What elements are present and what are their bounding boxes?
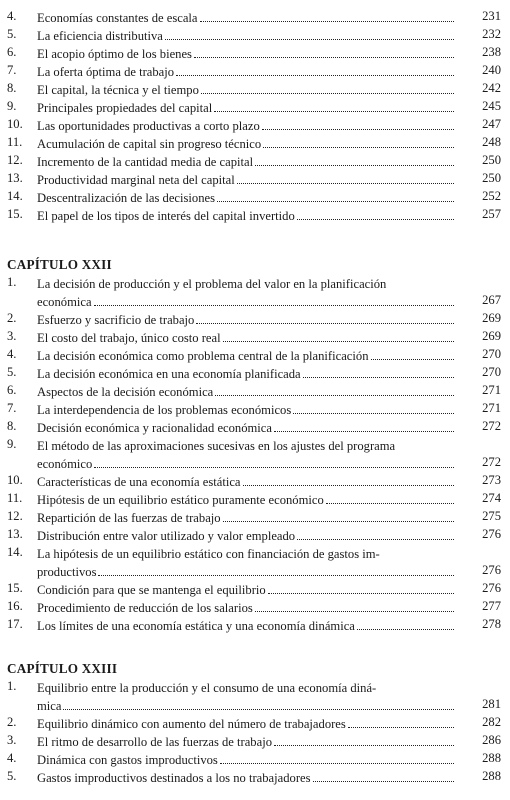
entry-number: 4. (7, 347, 17, 361)
entry-title: El ritmo de desarrollo de las fuerzas de trabajo (37, 735, 272, 749)
dot-leader (255, 165, 454, 166)
entry-title: Características de una economía estática (37, 475, 241, 489)
entry-number: 16. (7, 599, 23, 613)
entry-page: 270 (482, 347, 501, 361)
toc-entry (0, 436, 510, 472)
entry-page: 278 (482, 617, 501, 631)
entry-title: Incremento de la cantidad media de capital (37, 155, 254, 169)
dot-leader (297, 219, 454, 220)
dot-leader (255, 611, 454, 612)
toc-entry (0, 732, 510, 750)
entry-number: 1. (7, 679, 17, 693)
entry-number: 8. (7, 419, 17, 433)
entry-page: 231 (482, 9, 501, 23)
dot-leader (214, 111, 454, 112)
entry-title: Esfuerzo y sacrificio de trabajo (37, 313, 195, 327)
toc-entry (0, 206, 510, 224)
toc-entry (0, 116, 510, 134)
dot-leader (274, 431, 454, 432)
toc-entry (0, 188, 510, 206)
entry-page: 276 (482, 563, 501, 577)
toc-entry (0, 170, 510, 188)
dot-leader (297, 539, 454, 540)
entry-title: El costo del trabajo, único costo real (37, 331, 221, 345)
entry-number: 12. (7, 153, 23, 167)
entry-title: Acumulación de capital sin progreso técnico (37, 137, 262, 151)
entry-title: Decisión económica y racionalidad económica (37, 421, 272, 435)
entry-title: Descentralización de las decisiones (37, 191, 215, 205)
dot-leader (194, 57, 454, 58)
entry-title: Economías constantes de escala (37, 11, 198, 25)
entry-page: 269 (482, 311, 501, 325)
toc-entry (0, 418, 510, 436)
toc-entry (0, 310, 510, 328)
entry-title: Hipótesis de un equilibrio estático puramente económico (37, 493, 324, 507)
toc-entry (0, 678, 510, 714)
entry-title: La eficiencia distributiva (37, 29, 163, 43)
entry-page: 273 (482, 473, 501, 487)
entry-page: 275 (482, 509, 501, 523)
entry-number: 11. (7, 491, 23, 505)
entry-title-line1: Equilibrio entre la producción y el consumo de una economía diná- (37, 681, 377, 695)
entry-page: 257 (482, 207, 501, 221)
entry-title-line1: La hipótesis de un equilibrio estático con financiación de gastos im- (37, 547, 380, 561)
entry-title: Repartición de las fuerzas de trabajo (37, 511, 221, 525)
entry-title: El papel de los tipos de interés del capital invertido (37, 209, 295, 223)
entry-title-line1: La decisión de producción y el problema del valor en la planificación (37, 277, 387, 291)
dot-leader (63, 709, 454, 710)
entry-page: 232 (482, 27, 501, 41)
entry-number: 12. (7, 509, 23, 523)
entry-page: 276 (482, 581, 501, 595)
entry-page: 271 (482, 401, 501, 415)
entry-number: 15. (7, 581, 23, 595)
toc-section-chapter-xxii (0, 274, 510, 634)
toc-entry (0, 98, 510, 116)
dot-leader (196, 323, 454, 324)
dot-leader (223, 341, 454, 342)
toc-entry (0, 8, 510, 26)
entry-page: 271 (482, 383, 501, 397)
entry-number: 14. (7, 189, 23, 203)
entry-number: 15. (7, 207, 23, 221)
entry-number: 13. (7, 527, 23, 541)
entry-page: 238 (482, 45, 501, 59)
entry-number: 14. (7, 545, 23, 559)
entry-number: 11. (7, 135, 23, 149)
dot-leader (223, 521, 454, 522)
dot-leader (313, 781, 454, 782)
entry-page: 272 (482, 419, 501, 433)
entry-number: 13. (7, 171, 23, 185)
entry-title: El capital, la técnica y el tiempo (37, 83, 199, 97)
toc-entry (0, 768, 510, 786)
toc-entry (0, 400, 510, 418)
dot-leader (243, 485, 455, 486)
entry-number: 3. (7, 329, 17, 343)
toc-entry (0, 616, 510, 634)
entry-number: 9. (7, 99, 17, 113)
toc-entry (0, 26, 510, 44)
dot-leader (165, 39, 454, 40)
entry-title: económico (37, 457, 93, 471)
entry-page: 281 (482, 697, 501, 711)
entry-page: 277 (482, 599, 501, 613)
entry-page: 252 (482, 189, 501, 203)
entry-number: 4. (7, 9, 17, 23)
toc-entry (0, 44, 510, 62)
entry-title: mica (37, 699, 62, 713)
toc-entry (0, 490, 510, 508)
entry-title: La decisión económica como problema central de la planificación (37, 349, 369, 363)
toc-entry (0, 134, 510, 152)
entry-number: 2. (7, 715, 17, 729)
entry-page: 276 (482, 527, 501, 541)
toc-entry (0, 750, 510, 768)
toc-entry (0, 526, 510, 544)
toc-entry (0, 382, 510, 400)
dot-leader (274, 745, 454, 746)
entry-title: Los límites de una economía estática y una economía dinámica (37, 619, 355, 633)
entry-title: económica (37, 295, 92, 309)
toc-entry (0, 62, 510, 80)
toc-entry (0, 508, 510, 526)
dot-leader (220, 763, 454, 764)
toc-entry (0, 544, 510, 580)
dot-leader (200, 21, 454, 22)
entry-number: 7. (7, 401, 17, 415)
toc-section-chapter-xxiii (0, 678, 510, 786)
toc-entry (0, 364, 510, 382)
entry-number: 1. (7, 275, 17, 289)
toc-entry (0, 472, 510, 490)
entry-page: 240 (482, 63, 501, 77)
toc-section-continuation (0, 8, 510, 224)
dot-leader (268, 593, 454, 594)
entry-number: 17. (7, 617, 23, 631)
entry-page: 247 (482, 117, 501, 131)
entry-title: La decisión económica en una economía planificada (37, 367, 301, 381)
entry-title: Distribución entre valor utilizado y valor empleado (37, 529, 296, 543)
dot-leader (215, 395, 454, 396)
entry-number: 6. (7, 383, 17, 397)
toc-entry (0, 80, 510, 98)
entry-number: 10. (7, 473, 23, 487)
toc-entry (0, 714, 510, 732)
entry-number: 5. (7, 365, 17, 379)
entry-title: La interdependencia de los problemas económicos (37, 403, 292, 417)
entry-page: 272 (482, 455, 501, 469)
entry-number: 8. (7, 81, 17, 95)
dot-leader (94, 467, 454, 468)
dot-leader (237, 183, 454, 184)
chapter-heading-xxii: CAPÍTULO XXII (7, 257, 112, 272)
entry-title: La oferta óptima de trabajo (37, 65, 175, 79)
chapter-heading-xxiii: CAPÍTULO XXIII (7, 661, 118, 676)
entry-number: 4. (7, 751, 17, 765)
entry-title: productivos (37, 565, 97, 579)
toc-entry (0, 328, 510, 346)
entry-number: 9. (7, 437, 17, 451)
entry-page: 282 (482, 715, 501, 729)
entry-number: 5. (7, 769, 17, 783)
dot-leader (94, 305, 454, 306)
toc-entry (0, 346, 510, 364)
entry-page: 286 (482, 733, 501, 747)
dot-leader (348, 727, 454, 728)
dot-leader (326, 503, 454, 504)
dot-leader (263, 147, 454, 148)
entry-page: 242 (482, 81, 501, 95)
entry-number: 3. (7, 733, 17, 747)
entry-page: 267 (482, 293, 501, 307)
toc-entry (0, 274, 510, 310)
entry-title: Aspectos de la decisión económica (37, 385, 214, 399)
entry-title: Las oportunidades productivas a corto plazo (37, 119, 260, 133)
entry-page: 248 (482, 135, 501, 149)
dot-leader (303, 377, 454, 378)
entry-page: 270 (482, 365, 501, 379)
entry-page: 288 (482, 769, 501, 783)
entry-number: 5. (7, 27, 17, 41)
entry-page: 250 (482, 171, 501, 185)
entry-title: Gastos improductivos destinados a los no trabajadores (37, 771, 311, 785)
toc-entry (0, 598, 510, 616)
toc-entry (0, 152, 510, 170)
entry-title: Dinámica con gastos improductivos (37, 753, 218, 767)
entry-page: 245 (482, 99, 501, 113)
entry-page: 288 (482, 751, 501, 765)
entry-number: 7. (7, 63, 17, 77)
dot-leader (98, 575, 454, 576)
entry-title-line1: El método de las aproximaciones sucesivas en los ajustes del programa (37, 439, 396, 453)
entry-page: 274 (482, 491, 501, 505)
dot-leader (201, 93, 454, 94)
entry-number: 6. (7, 45, 17, 59)
entry-title: Condición para que se mantenga el equilibrio (37, 583, 266, 597)
entry-title: Principales propiedades del capital (37, 101, 213, 115)
dot-leader (262, 129, 454, 130)
entry-title: Equilibrio dinámico con aumento del número de trabajadores (37, 717, 346, 731)
dot-leader (357, 629, 454, 630)
entry-title: El acopio óptimo de los bienes (37, 47, 192, 61)
entry-number: 2. (7, 311, 17, 325)
entry-number: 10. (7, 117, 23, 131)
toc-entry (0, 580, 510, 598)
dot-leader (293, 413, 454, 414)
dot-leader (371, 359, 455, 360)
entry-page: 250 (482, 153, 501, 167)
entry-title: Productividad marginal neta del capital (37, 173, 235, 187)
dot-leader (217, 201, 454, 202)
dot-leader (176, 75, 454, 76)
entry-title: Procedimiento de reducción de los salarios (37, 601, 253, 615)
entry-page: 269 (482, 329, 501, 343)
